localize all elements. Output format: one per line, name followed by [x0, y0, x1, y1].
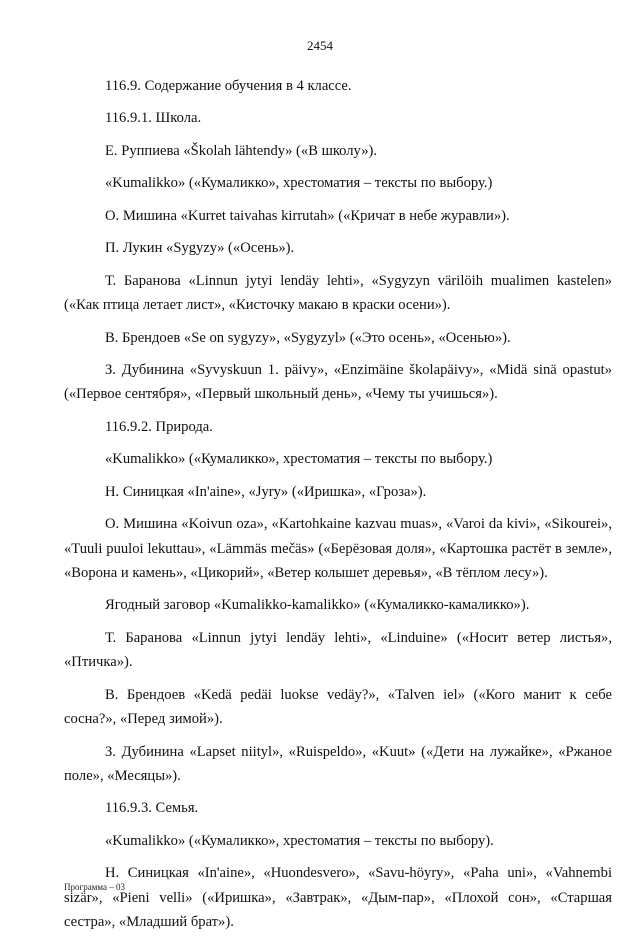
paragraph: В. Брендоев «Kedä pedäi luokse vedäy?», «Talven iel» («Кого манит к себе сосна?», «Перед зимой»).	[64, 686, 612, 728]
page-body	[64, 74, 612, 942]
paragraph: Н. Синицкая «In'aine», «Jyry» («Иришка», «Гроза»).	[105, 483, 427, 500]
subsection-heading: 116.9.3. Семья.	[105, 800, 199, 817]
paragraph: Т. Баранова «Linnun jytyi lendäy lehti», «Linduine» («Носит ветер листья», «Птичка»).	[64, 629, 612, 671]
paragraph: Т. Баранова «Linnun jytyi lendäy lehti», «Sygyzyn värilöih mualimen kastelen» («Как птица летает лист», «Кисточку макаю в краски осени»).	[64, 272, 612, 314]
paragraph: «Kumalikko» («Кумаликко», хрестоматия – тексты по выбору).	[105, 832, 494, 849]
footer-label: Программа – 03	[64, 882, 126, 892]
page-number: 2454	[307, 38, 333, 53]
paragraph: О. Мишина «Kurret taivahas kirrutah» («Кричат в небе журавли»).	[105, 207, 510, 224]
subsection-heading: 116.9.1. Школа.	[105, 110, 202, 127]
paragraph: П. Лукин «Sygyzy» («Осень»).	[105, 240, 295, 257]
section-heading: 116.9. Содержание обучения в 4 классе.	[105, 78, 352, 94]
paragraph: Ягодный заговор «Kumalikko-kamalikko» («Кумаликко-камаликко»).	[105, 597, 530, 614]
paragraph: Е. Руппиева «Školah lähtendy» («В школу»).	[105, 142, 378, 159]
paragraph: З. Дубинина «Syvyskuun 1. päivy», «Enzimäine školapäivy», «Midä sinä opastut» («Первое сентября», «Первый школьный день», «Чему ты учишься»).	[64, 362, 612, 403]
paragraph: В. Брендоев «Se on sygyzy», «Sygyzyl» («Это осень», «Осенью»).	[105, 329, 511, 346]
paragraph: О. Мишина «Koivun oza», «Kartohkaine kazvau muas», «Varoi da kivi», «Sikourei», «Tuuli puuloi lekuttau», «Lämmäs mečäs» («Берёзовая доля», «Картошка растёт в земле», «Ворона и камень», «Цикорий», «Ветер колышет деревья», «В тёплом лесу»).	[64, 516, 612, 581]
subsection-heading: 116.9.2. Природа.	[105, 418, 213, 435]
paragraph: Н. Синицкая «In'aine», «Huondesvero», «Savu-höyry», «Paha uni», «Vahnembi sizär», «Pieni velli» («Иришка», «Завтрак», «Дым-пар», «Плохой сон», «Старшая сестра», «Младший брат»).	[64, 865, 612, 930]
paragraph: «Kumalikko» («Кумаликко», хрестоматия – тексты по выбору.)	[105, 175, 493, 192]
paragraph: З. Дубинина «Lapset niityl», «Ruispeldo», «Kuut» («Дети на лужайке», «Ржаное поле», «Месяцы»).	[64, 743, 612, 784]
paragraph: «Kumalikko» («Кумаликко», хрестоматия – тексты по выбору.)	[105, 451, 493, 468]
